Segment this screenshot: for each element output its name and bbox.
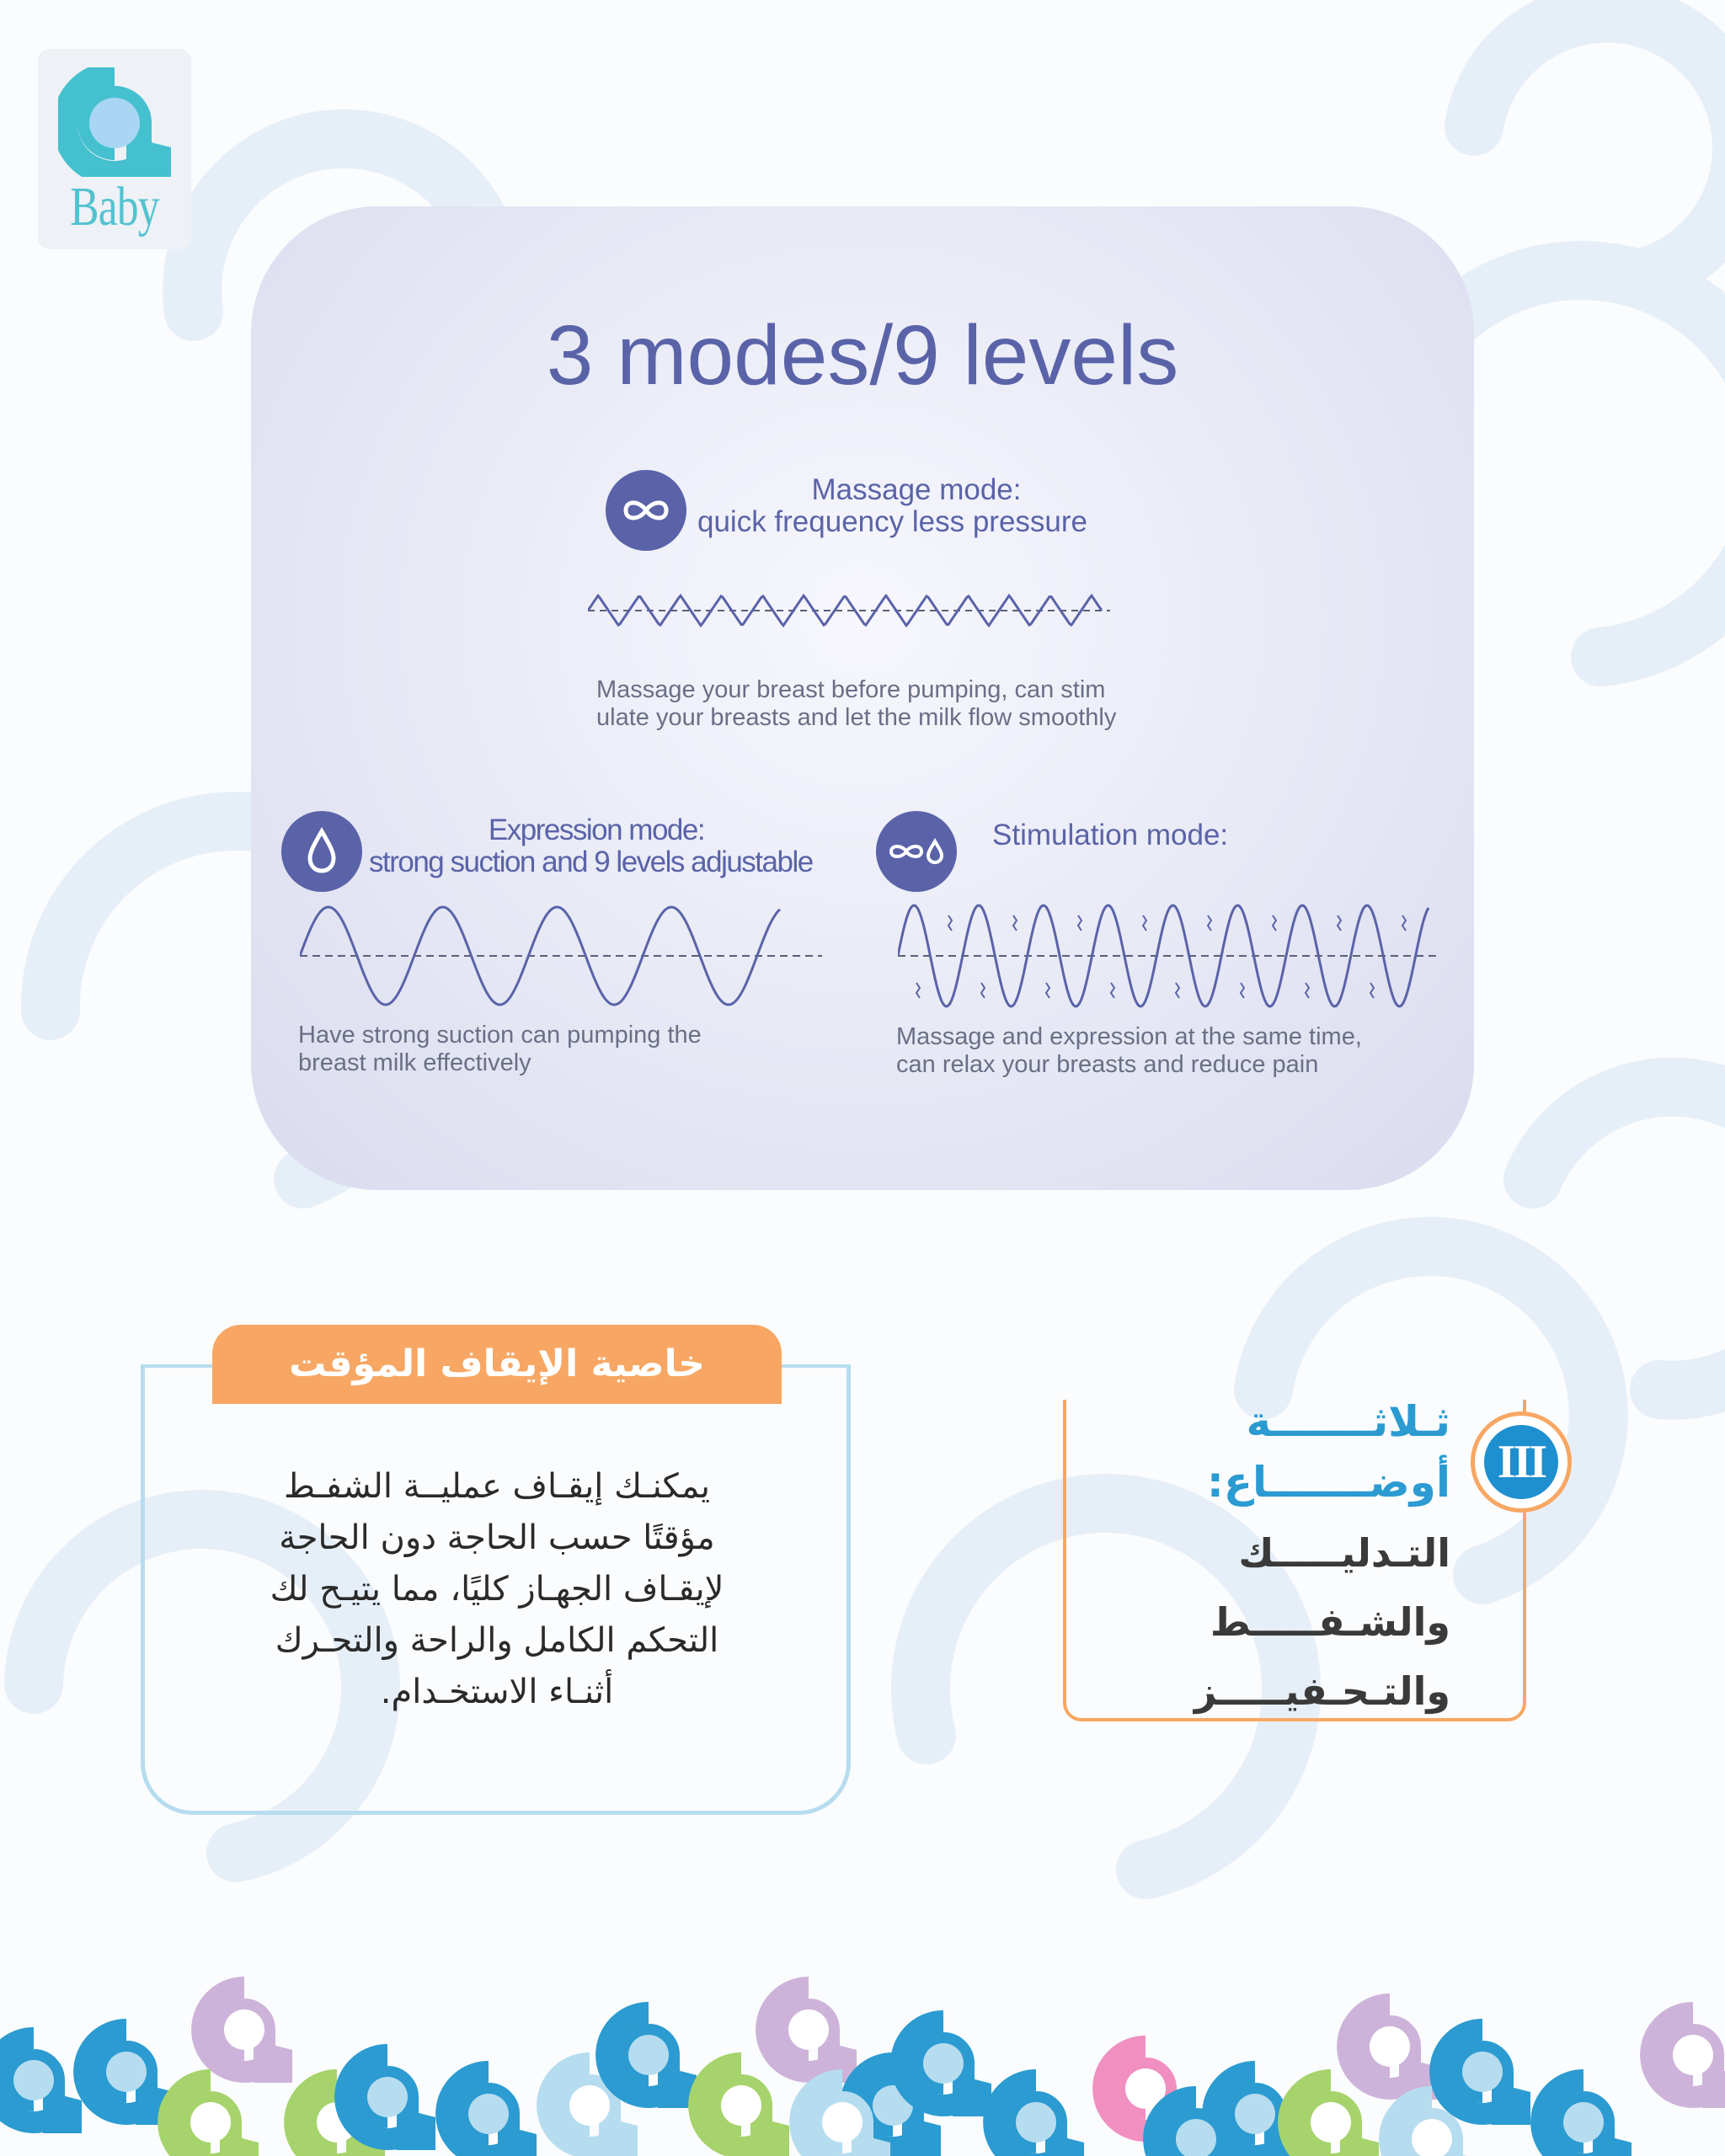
three-modes-item-3: والتـحـفيـــــز	[1194, 1668, 1450, 1714]
pause-line-4: التحكم الكامل والراحة والتحـرك	[275, 1621, 719, 1660]
three-modes-item-2: والشـفـــــط	[1210, 1599, 1450, 1645]
pattern-logo-center	[923, 2043, 964, 2084]
pause-feature-title: خاصية الإيقاف المؤقت	[212, 1325, 782, 1404]
expression-title-line1: Expression mode:	[488, 814, 705, 846]
infographic-title: 3 modes/9 levels	[546, 308, 1179, 403]
pattern-logo-center	[569, 2085, 610, 2126]
three-modes-head-1: ثـلاثـــــــة	[1246, 1397, 1450, 1446]
expression-desc-line1: Have strong suction can pumping the	[298, 1022, 702, 1049]
pattern-logo-center	[1462, 2052, 1503, 2092]
pattern-logo-center	[367, 2077, 408, 2117]
pause-line-2: مؤقتًا حسب الحاجة دون الحاجة	[279, 1518, 715, 1557]
pause-line-3: لإيقـاف الجهـاز كليًا، مما يتيـح لك	[270, 1570, 724, 1609]
pattern-logo-center	[190, 2102, 231, 2143]
stimulation-mode-title: Stimulation mode:	[992, 819, 1229, 851]
pattern-logo-center	[1673, 2035, 1713, 2075]
pattern-logo-center	[468, 2094, 509, 2134]
pattern-logo-center	[1370, 2026, 1410, 2067]
massage-title-line1: Massage mode:	[811, 473, 1022, 506]
expression-title-line2: strong suction and 9 levels adjustable	[369, 846, 813, 878]
massage-desc-line2: ulate your breasts and let the milk flow smoothly	[596, 704, 1117, 731]
pattern-logo-center	[628, 2035, 669, 2075]
massage-title-line2: quick frequency less pressure	[697, 505, 1087, 538]
expression-desc-line2: breast milk effectively	[298, 1049, 531, 1076]
massage-desc-line1: Massage your breast before pumping, can stim	[596, 676, 1106, 703]
three-modes-head-2: أوضـــــــاع:	[1206, 1458, 1450, 1507]
logo-text: Baby	[70, 176, 159, 237]
pattern-logo-center	[1563, 2102, 1604, 2143]
pattern-logo-center	[822, 2102, 862, 2143]
pattern-logo-center	[788, 2009, 829, 2050]
pattern-logo-center	[721, 2085, 761, 2126]
pattern-logo-center	[106, 2052, 147, 2092]
pattern-logo-center	[1016, 2102, 1056, 2143]
pause-line-1: يمكنـك إيقـاف عمليــة الشفـط	[284, 1467, 710, 1506]
pattern-logo-center	[224, 2009, 264, 2050]
pattern-logo-center	[1235, 2094, 1275, 2134]
stimulation-desc-line2: can relax your breasts and reduce pain	[896, 1051, 1319, 1078]
roman-numeral: III	[1484, 1425, 1558, 1499]
pause-line-5: أثنـاء الاستخـدام.	[380, 1673, 614, 1711]
three-modes-item-1: التـدليـــــك	[1238, 1530, 1450, 1576]
stimulation-desc-line1: Massage and expression at the same time,	[896, 1023, 1362, 1050]
pattern-logo-center	[13, 2060, 54, 2100]
pattern-logo-center	[1311, 2102, 1351, 2143]
